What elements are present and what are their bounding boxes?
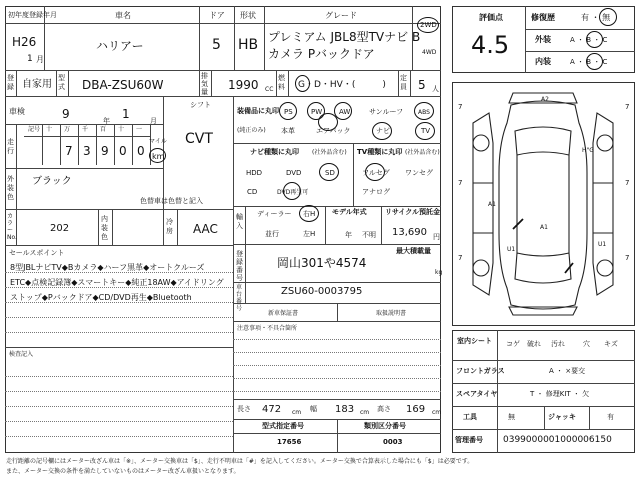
notes-label: 注意事項・不具合箇所 xyxy=(237,325,298,332)
interior-circle xyxy=(586,53,603,70)
manual-label: 取扱説明書 xyxy=(376,310,407,317)
repair-label: 修復歴 xyxy=(531,13,555,22)
ac-value: AAC xyxy=(193,222,218,236)
cap-value: 5 xyxy=(418,78,426,92)
eq-tv: TV xyxy=(421,127,431,135)
height-label: 高さ xyxy=(377,405,391,413)
first-reg-year: H26 xyxy=(12,35,37,49)
ac-label: 冷房 xyxy=(166,218,173,235)
recycle-value: 13,690 xyxy=(392,227,427,238)
fuel-label: 燃料 xyxy=(278,74,285,91)
recycle-label: リサイクル預託金 xyxy=(385,208,441,216)
jack-value: 有 xyxy=(607,413,614,421)
grade-line-1: プレミアム JBL8型TVナビ B xyxy=(268,30,421,44)
model-label: 型式 xyxy=(58,74,65,91)
shift-value: CVT xyxy=(185,131,213,147)
mark-a2: A2 xyxy=(541,96,549,103)
equipment-sub: (純正のみ) xyxy=(237,127,266,134)
mileage-digit: 7 xyxy=(65,144,73,158)
drive-circle xyxy=(417,17,439,33)
check-label: 検査記入 xyxy=(9,351,34,358)
mileage-col-header: 十 xyxy=(46,126,53,133)
disp-label: 排気量 xyxy=(201,72,208,96)
length-value: 472 xyxy=(262,404,282,415)
bracket-5: 7 xyxy=(458,254,463,262)
eq-ps: PS xyxy=(284,108,293,116)
seat-yogore: 汚れ xyxy=(551,340,565,348)
exterior-options: A ・ B ・ C xyxy=(570,36,608,44)
eq-ps-circle xyxy=(279,102,297,120)
navi-sd-circle xyxy=(319,163,339,181)
body-label: 形状 xyxy=(240,11,256,20)
mileage-col-header: 記号 xyxy=(28,126,41,133)
fuel-options: G・D・HV・( ) xyxy=(298,80,386,90)
inspection-month: 1 xyxy=(122,107,130,121)
left-form xyxy=(5,6,441,453)
eq-sunroof: サンルーフ xyxy=(369,108,404,116)
navi-cd: CD xyxy=(247,188,258,196)
interior-options: A ・ B ・ C xyxy=(570,58,608,66)
model-year-unknown: 不明 xyxy=(362,231,376,239)
tv-fullseg-circle xyxy=(365,163,385,181)
inspection-year: 9 xyxy=(62,107,70,121)
spare-value: T ・ 修理KIT ・ 欠 xyxy=(530,390,590,398)
first-reg-label: 初年度登録年月 xyxy=(8,11,57,19)
first-reg-month-unit: 月 xyxy=(36,55,44,64)
seat-yabure: 破れ xyxy=(527,340,541,348)
sales-line-3: ストップ◆Pバックドア◆CD/DVD再生◆Bluetooth xyxy=(10,293,192,302)
plate-label: 登録番号 xyxy=(236,250,243,282)
eq-leather: 本革 xyxy=(281,127,295,135)
class-number-label: 類別区分番号 xyxy=(364,422,406,430)
eq-navi-circle xyxy=(372,122,392,140)
sales-line-2: ETC◆点検記録簿◆スマートキー◆純正18AW◆アイドリング xyxy=(10,278,224,287)
mileage-col-header: 千 xyxy=(82,126,89,133)
navi-sub: (社外品含む) xyxy=(312,149,347,156)
shift-label: シフト xyxy=(190,101,211,109)
mileage-label: 走行 xyxy=(7,138,14,155)
mileage-col-header: 一 xyxy=(136,126,143,133)
bracket-4: 7 xyxy=(625,179,630,187)
mileage-unit-top: マイル xyxy=(149,138,167,145)
inspection-label: 車検 xyxy=(9,107,25,116)
eq-airbag: エアバック xyxy=(316,127,351,135)
navi-label: ナビ種類に丸印 xyxy=(250,148,299,156)
navi-dvd: DVD xyxy=(286,169,302,177)
length-label: 長さ xyxy=(237,405,251,413)
model-value: DBA-ZSU60W xyxy=(82,78,164,92)
mileage-digit: 0 xyxy=(137,144,145,158)
width-unit: cm xyxy=(360,409,370,416)
recycle-unit: 円 xyxy=(433,233,440,241)
jack-label: ジャッキ xyxy=(548,413,576,421)
windshield-label: フロントガラス xyxy=(456,367,505,375)
eq-aw: AW xyxy=(339,108,351,116)
eq-abs-circle xyxy=(414,102,434,120)
equipment-label: 装備品に丸印 xyxy=(237,107,279,115)
import-label: 輸入 xyxy=(236,213,243,230)
mileage-digit: 0 xyxy=(119,144,127,158)
color-note: 色替車は色替と記入 xyxy=(140,197,203,205)
footer-line-2: また、メーター交換の条件を満たしていないものはメーター改ざん車扱いとなります。 xyxy=(6,468,240,475)
mgmt-value: 0399000001000006150 xyxy=(503,435,612,445)
seat-label: 室内シート xyxy=(457,337,492,345)
tv-fullseg: フルセグ xyxy=(362,169,390,177)
inspection-month-unit: 月 xyxy=(150,117,157,125)
repair-options: 有 ・ 無 xyxy=(581,13,611,22)
tv-label: TV種類に丸印 xyxy=(357,148,403,156)
width-label: 幅 xyxy=(310,405,317,413)
first-reg-month: 1 xyxy=(27,54,33,64)
windshield-value: A ・ ×要交 xyxy=(549,367,586,375)
max-load-label: 最大積載量 xyxy=(396,247,431,255)
tv-oneseg: ワンセグ xyxy=(405,169,433,177)
reg-label: 登録 xyxy=(7,74,14,91)
exterior-circle xyxy=(586,31,603,48)
bracket-1: 7 xyxy=(458,103,463,111)
mileage-unit: km xyxy=(152,152,165,161)
max-load-unit: kg xyxy=(435,269,443,276)
seat-kizu: キズ xyxy=(604,340,618,348)
width-value: 183 xyxy=(335,404,355,415)
right-h-circle xyxy=(299,205,319,222)
mark-a1-left: A1 xyxy=(488,201,496,208)
height-value: 169 xyxy=(406,404,426,415)
mileage-col-header: 十 xyxy=(118,126,125,133)
warranty-label: 新車保証書 xyxy=(268,310,299,317)
model-year-label: モデル年式 xyxy=(332,208,367,216)
color-code-label: カラーNo. xyxy=(7,213,17,241)
seat-koge: コゲ xyxy=(506,340,520,348)
cap-unit: 人 xyxy=(432,85,439,93)
eq-airbag-circle xyxy=(318,113,338,131)
car-name-label: 車名 xyxy=(115,11,131,20)
inspection-year-unit: 年 xyxy=(103,117,110,125)
color-label: 外装色 xyxy=(7,175,14,201)
bracket-6: 7 xyxy=(625,254,630,262)
doors-label: ドア xyxy=(209,11,225,20)
footer-line-1: 走行距離の記号欄にはメーター改ざん車は「※」、メーター交換車は「$」、走行不明車は「#」を記入してください。メーター交換で合算表示した場合にも「$」は必要です。 xyxy=(6,458,474,465)
tools-value: 無 xyxy=(508,413,515,421)
interior-color-label: 内装色 xyxy=(101,215,108,241)
interior-label: 内装 xyxy=(535,57,551,66)
disp-value: 1990 xyxy=(228,78,259,92)
color-code-value: 202 xyxy=(50,223,70,234)
eq-abs: ABS xyxy=(418,109,430,116)
type-designation-label: 型式指定番号 xyxy=(262,422,304,430)
cap-label: 定員 xyxy=(400,74,407,91)
import-dealer: ディーラー xyxy=(257,210,292,218)
reg-value: 自家用 xyxy=(22,79,52,90)
mgmt-label: 管理番号 xyxy=(455,436,483,444)
chassis-value: ZSU60-0003795 xyxy=(281,286,363,297)
mileage-digit: 3 xyxy=(83,144,91,158)
mark-u1-left: U1 xyxy=(507,246,516,253)
drive-2wd: 2WD xyxy=(420,21,437,29)
import-parallel: 並行 xyxy=(265,230,279,238)
navi-hdd: HDD xyxy=(246,169,263,177)
mileage-col-header: 万 xyxy=(64,126,71,133)
spare-label: スペアタイヤ xyxy=(456,390,498,398)
eq-navi: ナビ xyxy=(376,127,390,135)
body-value: HB xyxy=(238,37,259,53)
height-unit: cm xyxy=(432,409,442,416)
navi-dvd-play: DVD再生可 xyxy=(277,189,309,196)
bracket-3: 7 xyxy=(458,179,463,187)
car-outline xyxy=(453,83,634,325)
import-left-h: 左H xyxy=(303,230,316,238)
class-number-value: 0003 xyxy=(383,438,403,446)
eq-pw: PW xyxy=(311,108,323,116)
grade-line-2: カメラ Pバックドア xyxy=(268,47,375,61)
car-name: ハリアー xyxy=(96,39,144,53)
color-value: ブラック xyxy=(32,176,72,187)
tv-sub: (社外品含む) xyxy=(405,149,440,156)
seat-ana: 穴 xyxy=(583,340,590,348)
grade-label: グレード xyxy=(325,11,357,20)
plate-value: 岡山301や4574 xyxy=(277,256,367,270)
chassis-label: 車台番号 xyxy=(236,284,243,312)
tools-label: 工具 xyxy=(463,413,477,421)
model-year-unit: 年 xyxy=(345,231,352,239)
length-unit: cm xyxy=(292,409,302,416)
bracket-2: 7 xyxy=(625,103,630,111)
fuel-circle xyxy=(295,75,310,92)
mileage-digit: 9 xyxy=(101,144,109,158)
km-circle xyxy=(149,148,166,163)
navi-sd: SD xyxy=(325,169,335,177)
mileage-col-header: 百 xyxy=(100,126,107,133)
score-value: 4.5 xyxy=(471,31,510,59)
score-label: 評価点 xyxy=(479,13,503,22)
type-designation-value: 17656 xyxy=(277,438,302,446)
navi-dvd-play-circle xyxy=(283,182,301,200)
sales-points-label: セールスポイント xyxy=(9,249,65,257)
drive-4wd: 4WD xyxy=(422,49,437,56)
cc-unit: CC xyxy=(265,86,274,93)
tv-analog: アナログ xyxy=(362,188,390,196)
eq-tv-circle xyxy=(415,122,435,140)
exterior-label: 外装 xyxy=(535,35,551,44)
mark-hg: H"G xyxy=(582,147,594,154)
sales-line-1: 8型JBLナビTV◆Bカメラ◆ハーフ黒革◆オートクルーズ xyxy=(10,263,205,272)
mark-a1-rear: A1 xyxy=(540,224,548,231)
import-right-h: 右H xyxy=(303,210,316,218)
repair-circle xyxy=(599,8,617,26)
doors-value: 5 xyxy=(212,37,221,53)
mark-u1-right: U1 xyxy=(598,241,607,248)
